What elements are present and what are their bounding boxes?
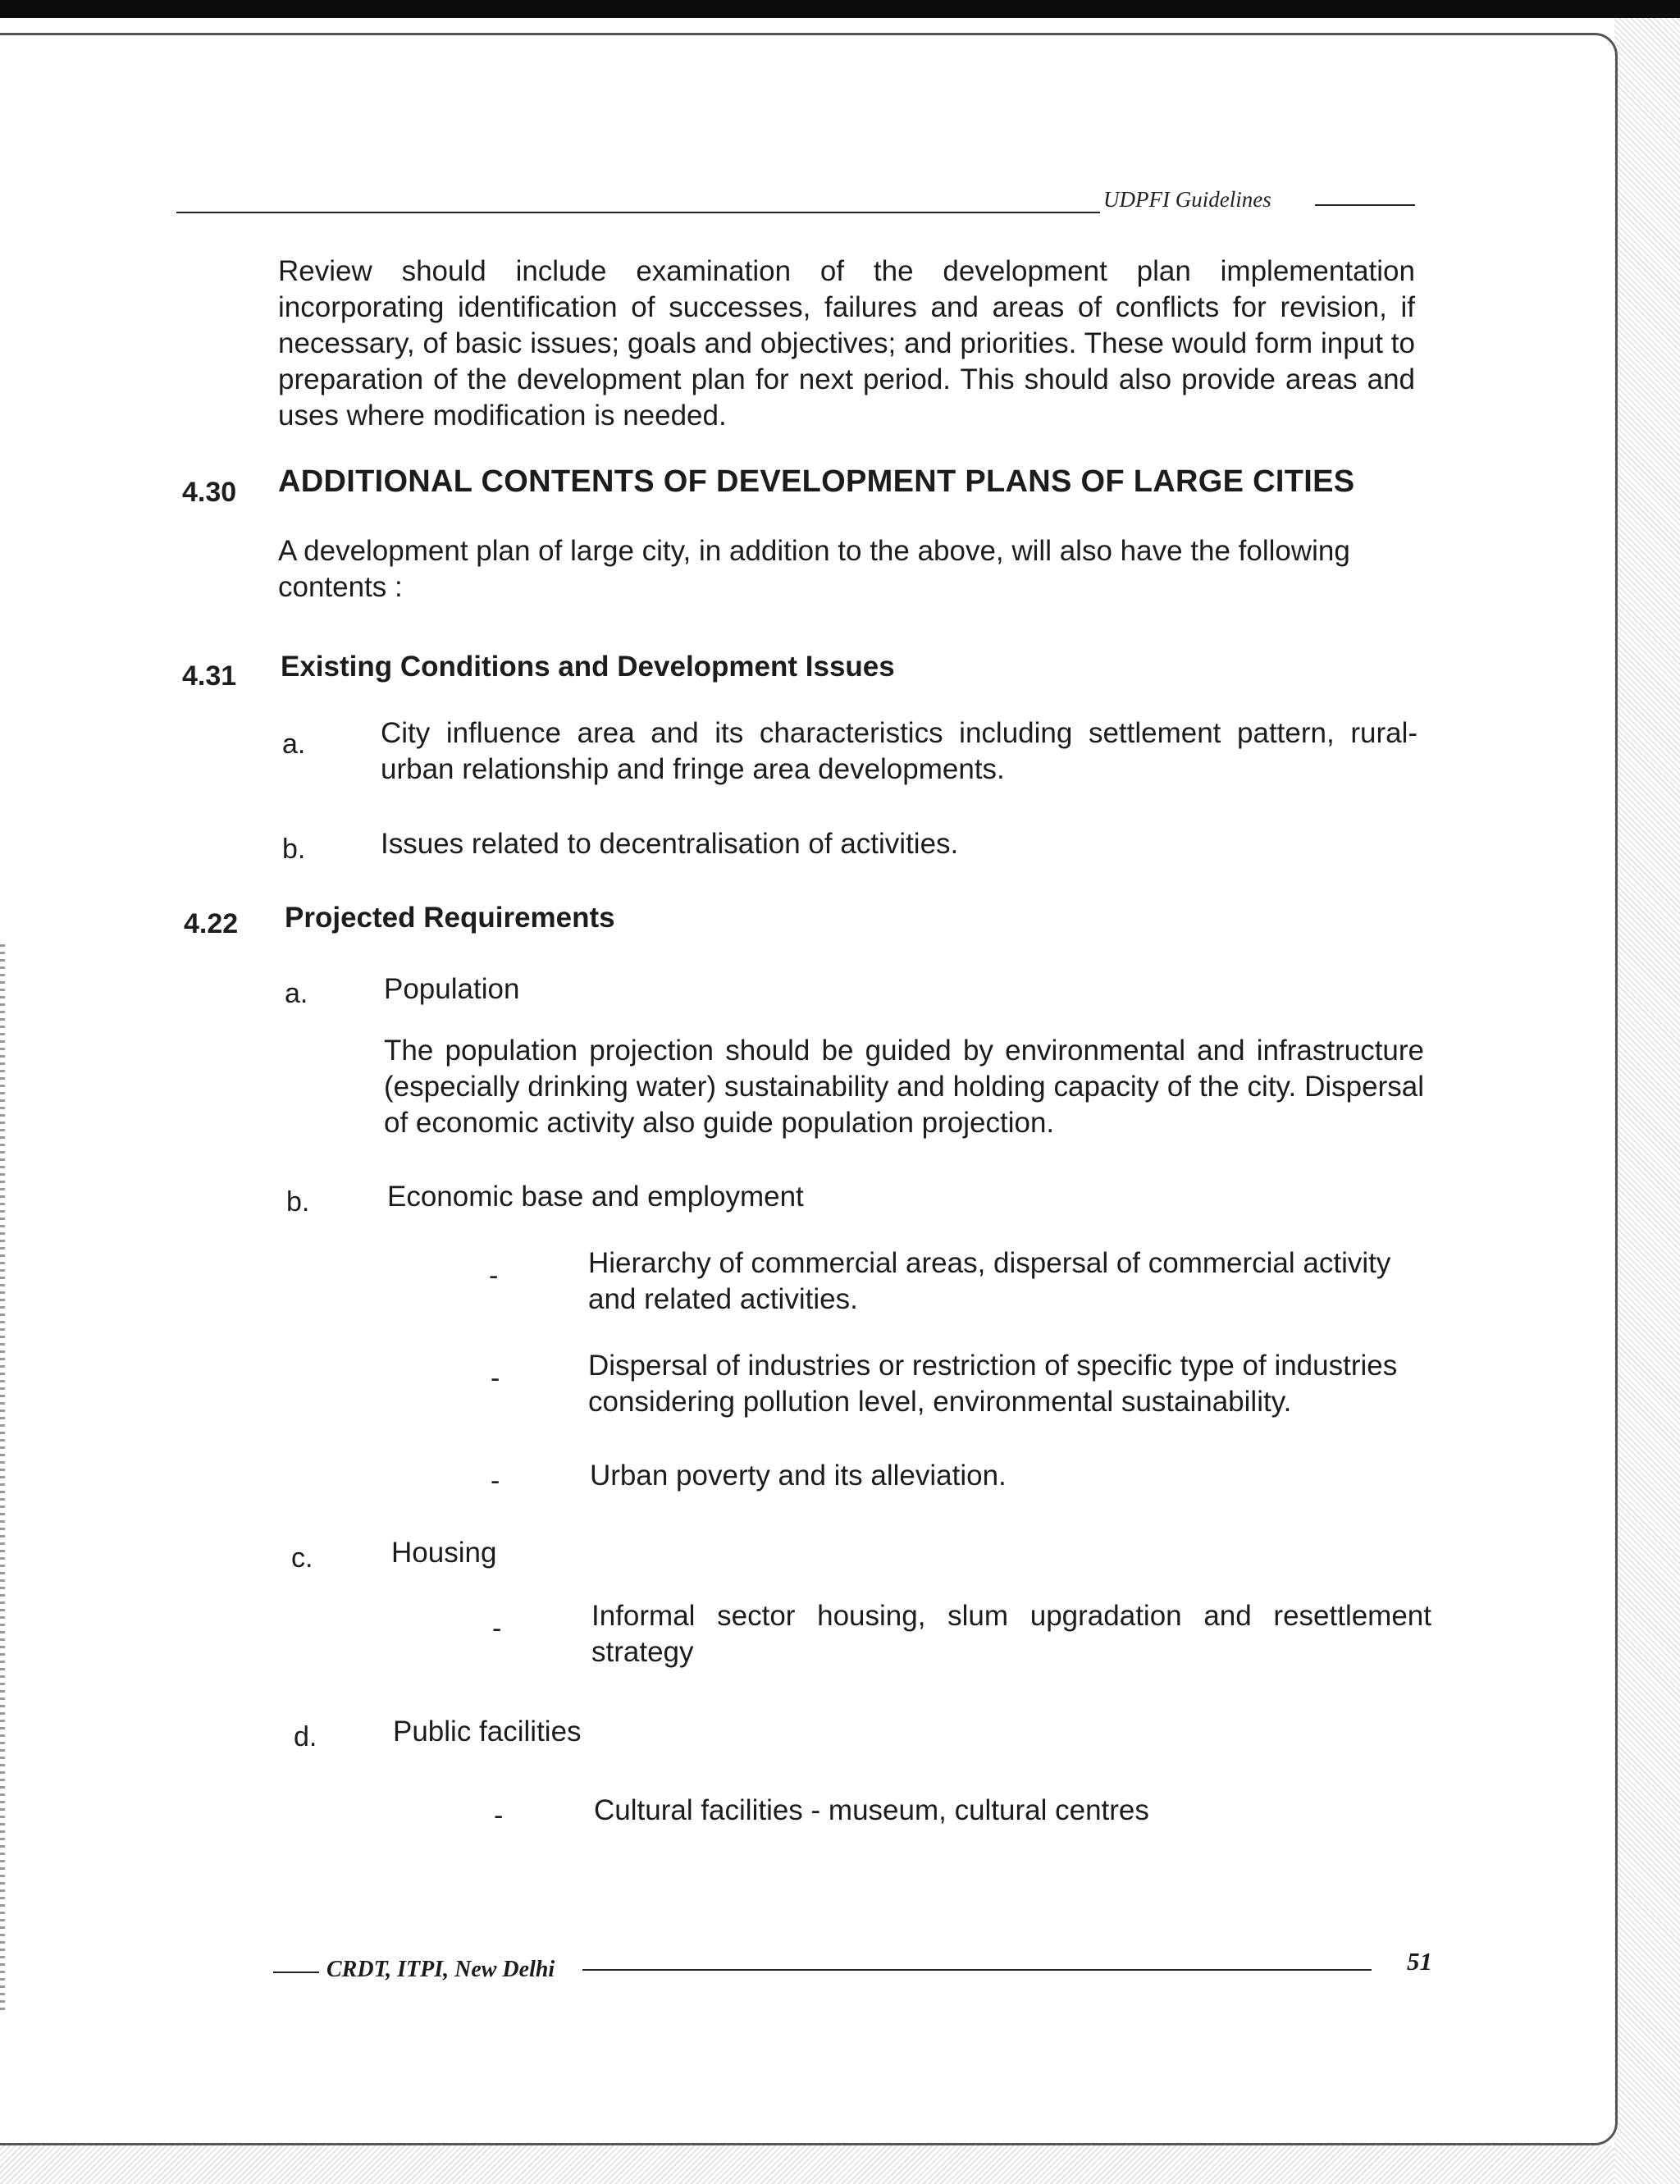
- scan-top-edge: [0, 0, 1680, 18]
- bullet-item: Urban poverty and its alleviation.: [590, 1460, 1007, 1492]
- list-item: City influence area and its characteristics including settlement pattern, rural-urban relationship and fringe area developments.: [381, 717, 1418, 785]
- population-paragraph: The population projection should be guided by environmental and infrastructure (especially drinking water) sustainability and holding capacity of the city. Dispersal of economic activity also guide population projection.: [384, 1035, 1424, 1139]
- scan-bottom-margin: [0, 2145, 1614, 2184]
- bullet-dash: -: [491, 1363, 500, 1394]
- intro-paragraph: Review should include examination of the development plan implementation incorporating identification of successes, failures and areas of conflicts for revision, if necessary, of basic issues; goals and objectives; and priorities. These would form input to preparation of the development plan for next period. This should also provide areas and uses where modification is needed.: [278, 255, 1415, 432]
- header-rule-tail: [1315, 204, 1415, 206]
- bullet-item: Informal sector housing, slum upgradation and resettlement strategy: [591, 1600, 1431, 1668]
- footer-rule: [582, 1969, 1372, 1971]
- scan-right-margin: [1614, 18, 1680, 2184]
- bullet-item: Cultural facilities - museum, cultural centres: [594, 1794, 1149, 1826]
- item-marker: c.: [291, 1542, 313, 1574]
- item-marker: a.: [285, 978, 308, 1009]
- item-marker: b.: [282, 834, 306, 865]
- bullet-dash: -: [494, 1800, 504, 1831]
- subsection-label: Economic base and employment: [387, 1181, 804, 1213]
- scan-left-edge: [0, 944, 5, 2010]
- section-422-title: Projected Requirements: [285, 902, 615, 934]
- page-number: 51: [1407, 1947, 1432, 1976]
- item-marker: a.: [282, 729, 306, 760]
- subsection-label: Population: [384, 973, 520, 1005]
- subsection-label: Housing: [391, 1537, 497, 1569]
- subsection-label: Public facilities: [393, 1716, 582, 1748]
- section-422-number: 4.22: [184, 908, 239, 939]
- running-header-title: UDPFI Guidelines: [1103, 187, 1271, 212]
- bullet-dash: -: [489, 1260, 499, 1291]
- item-marker: d.: [294, 1721, 317, 1752]
- item-marker: b.: [286, 1186, 310, 1218]
- bullet-item: Hierarchy of commercial areas, dispersal of commercial activity and related activities.: [588, 1247, 1391, 1315]
- section-430-title: ADDITIONAL CONTENTS OF DEVELOPMENT PLANS OF LARGE CITIES: [278, 464, 1355, 499]
- section-431-number: 4.31: [182, 660, 237, 692]
- footer-rule: [273, 1972, 319, 1973]
- bullet-dash: -: [492, 1613, 502, 1644]
- section-430-number: 4.30: [182, 477, 237, 508]
- bullet-item: Dispersal of industries or restriction of specific type of industries considering pollution level, environmental sustainability.: [588, 1350, 1398, 1418]
- footer-source: CRDT, ITPI, New Delhi: [326, 1957, 555, 1982]
- bullet-dash: -: [491, 1465, 500, 1496]
- section-430-paragraph: A development plan of large city, in addition to the above, will also have the following contents :: [278, 535, 1350, 603]
- header-rule: [176, 212, 1100, 213]
- list-item: Issues related to decentralisation of activities.: [381, 828, 959, 860]
- section-431-title: Existing Conditions and Development Issues: [281, 651, 895, 683]
